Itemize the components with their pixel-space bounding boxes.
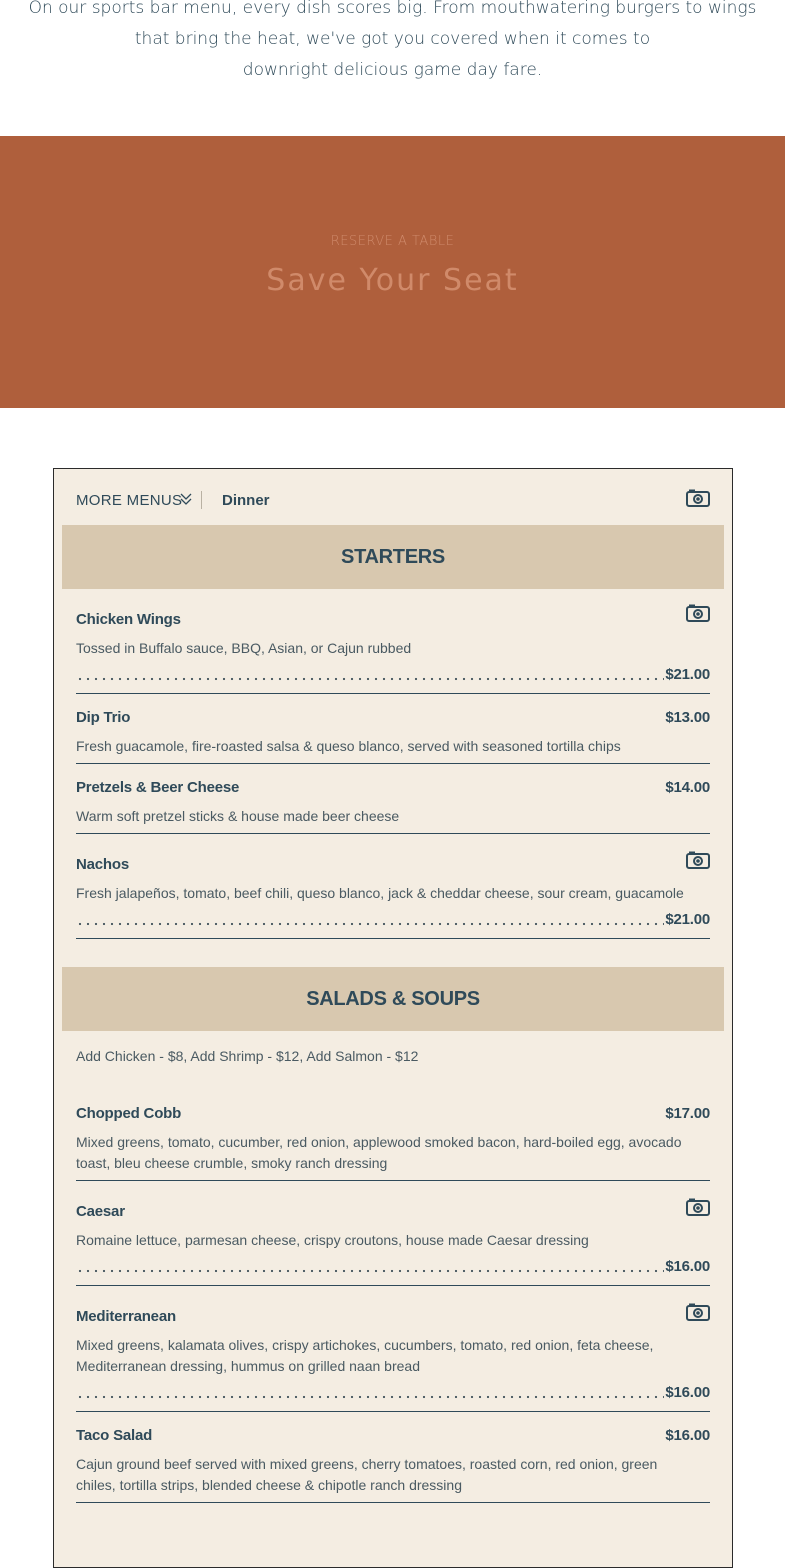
item-name: Chicken Wings (76, 611, 181, 628)
item-price: $13.00 (665, 709, 710, 726)
camera-icon[interactable] (686, 604, 710, 622)
item-price: $14.00 (665, 779, 710, 796)
item-description: Cajun ground beef served with mixed greens, cherry tomatoes, roasted corn, red onion, green chiles, tortilla strips, blended cheese & chipotle ranch dressing (76, 1456, 658, 1493)
item-description: Mixed greens, kalamata olives, crispy artichokes, cucumbers, tomato, red onion, feta cheese, Mediterranean dressing, hummus on grilled naan bread (76, 1337, 654, 1374)
item-description: Mixed greens, tomato, cucumber, red onion, applewood smoked bacon, hard-boiled egg, avocado toast, bleu cheese crumble, smoky ranch dressing (76, 1134, 682, 1171)
item-description: Fresh guacamole, fire-roasted salsa & queso blanco, served with seasoned tortilla chips (76, 738, 621, 754)
item-price: $16.00 (665, 1384, 710, 1401)
menu-item[interactable] (76, 1105, 710, 1181)
item-price: $16.00 (665, 1427, 710, 1444)
price-leader (76, 677, 664, 681)
intro-line: downright delicious game day fare. (242, 60, 543, 80)
item-price: $21.00 (665, 666, 710, 683)
menu-bar (54, 469, 732, 525)
menu-item[interactable] (76, 611, 710, 694)
item-description: Fresh jalapeños, tomato, beef chili, queso blanco, jack & cheddar cheese, sour cream, guacamole (76, 885, 684, 901)
item-price: $16.00 (665, 1258, 710, 1275)
double-chevron-down-icon[interactable] (180, 492, 192, 506)
section-header-starters: STARTERS (62, 525, 724, 589)
price-leader (76, 1395, 664, 1399)
item-description: Tossed in Buffalo sauce, BBQ, Asian, or Cajun rubbed (76, 640, 412, 656)
menu-item[interactable] (76, 856, 710, 939)
intro-line: that bring the heat, we've got you covered when it comes to (134, 29, 651, 49)
menu-item[interactable] (76, 1308, 710, 1412)
intro-line: On our sports bar menu, every dish scores big. From mouthwatering burgers to wings (28, 0, 757, 18)
add-protein-note: Add Chicken - $8, Add Shrimp - $12, Add Salmon - $12 (76, 1048, 419, 1064)
section-header-salads-soups: SALADS & SOUPS (62, 967, 724, 1031)
item-name: Pretzels & Beer Cheese (76, 779, 240, 796)
camera-icon[interactable] (686, 489, 710, 507)
item-name: Caesar (76, 1203, 125, 1220)
menu-item[interactable] (76, 779, 710, 834)
current-menu-label[interactable]: Dinner (222, 492, 270, 509)
item-name: Nachos (76, 856, 129, 873)
menu-item[interactable] (76, 1427, 710, 1503)
menu-panel (53, 468, 733, 1568)
item-name: Chopped Cobb (76, 1105, 182, 1122)
camera-icon[interactable] (686, 1198, 710, 1216)
item-description: Warm soft pretzel sticks & house made beer cheese (76, 808, 400, 824)
reserve-eyebrow: RESERVE A TABLE (330, 234, 455, 249)
camera-icon[interactable] (686, 1303, 710, 1321)
camera-icon[interactable] (686, 851, 710, 869)
item-name: Dip Trio (76, 709, 131, 726)
price-leader (76, 922, 664, 926)
reserve-title[interactable]: Save Your Seat (266, 263, 519, 298)
menu-item[interactable] (76, 709, 710, 764)
menu-item[interactable] (76, 1203, 710, 1286)
item-name: Taco Salad (76, 1427, 153, 1444)
intro-text (0, 0, 785, 86)
more-menus-button[interactable]: MORE MENUS (76, 492, 183, 509)
item-price: $17.00 (665, 1105, 710, 1122)
price-leader (76, 1269, 664, 1273)
item-description: Romaine lettuce, parmesan cheese, crispy croutons, house made Caesar dressing (76, 1232, 589, 1248)
item-price: $21.00 (665, 911, 710, 928)
reserve-banner[interactable] (0, 136, 785, 408)
menu-bar-divider (201, 491, 202, 509)
item-name: Mediterranean (76, 1308, 176, 1325)
